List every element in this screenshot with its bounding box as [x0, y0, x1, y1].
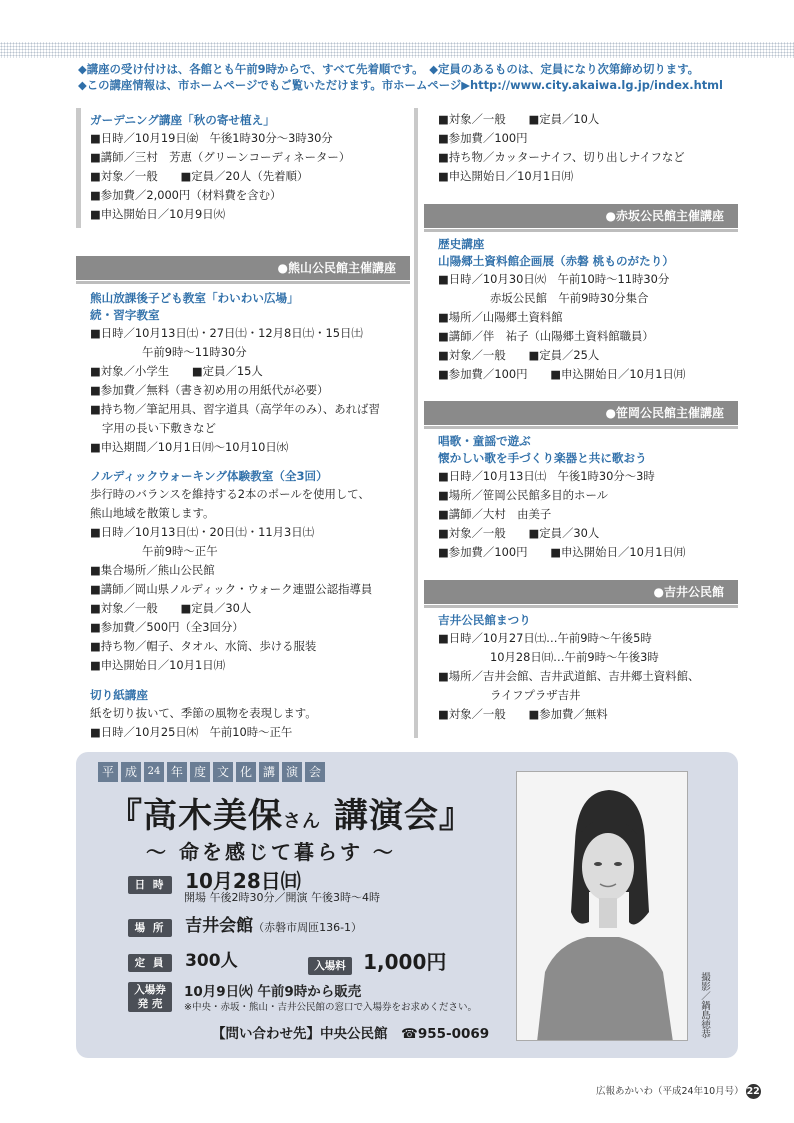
place-tag: 場 所 [128, 919, 172, 937]
info-line: ライフプラザ吉井 [490, 688, 581, 702]
info-line: ■申込開始日／10月1日㈪ [438, 169, 574, 183]
info-line: ■講師／岡山県ノルディック・ウォーク連盟公認指導員 [90, 582, 373, 596]
info-line: ■場所／笹岡公民館多目的ホール [438, 488, 609, 502]
header-char: 年 [167, 762, 187, 782]
info-line: ■日時／10月13日㈯ 午後1時30分～3時 [438, 469, 655, 483]
notices [78, 61, 748, 93]
info-line: 午前9時～正午 [142, 544, 218, 558]
header-char: 文 [213, 762, 233, 782]
info-line: ■日時／10月25日㈭ 午前10時～正午 [90, 725, 293, 739]
description: 熊山地域を散策します。 [90, 506, 215, 520]
info-line: ■持ち物／カッターナイフ、切り出しナイフなど [438, 150, 685, 164]
section-title: 歴史講座 [438, 237, 485, 251]
section-title: 熊山放課後子ども教室「わいわい広場」 [90, 291, 299, 305]
info-line: 午前9時～11時30分 [142, 345, 247, 359]
place-main: 吉井会館 [185, 916, 254, 936]
info-line: ■参加費／2,000円（材料費を含む） [90, 188, 282, 202]
section-title: 懐かしい歌を手づくり楽器と共に歌おう [438, 451, 647, 465]
photo-credit: 撮影／鍋島徳恭 [699, 972, 710, 1039]
section-title: 唱歌・童謡で遊ぶ [438, 434, 531, 448]
capacity-row [128, 946, 238, 972]
capacity-tag: 定 員 [128, 954, 172, 972]
info-line: 赤坂公民館 午前9時30分集合 [490, 291, 649, 305]
info-line: ■日時／10月19日㈮ 午後1時30分～3時30分 [90, 131, 333, 145]
date-sub: 開場 午後2時30分／開演 午後3時～4時 [184, 891, 380, 904]
info-line: ■場所／山陽郷土資料館 [438, 310, 563, 324]
capacity-main: 300人 [185, 951, 238, 971]
ticket-tag [128, 982, 172, 1012]
info-line: ■対象／一般 ■定員／30人 [90, 601, 252, 615]
page-number: 22 [746, 1086, 760, 1097]
header-char: 平 [98, 762, 118, 782]
section-title: 切り紙講座 [90, 688, 148, 702]
info-line: ■日時／10月13日㈯・27日㈯・12月8日㈯・15日㈯ [90, 326, 363, 340]
header-char: 化 [236, 762, 256, 782]
section-title: ノルディックウォーキング体験教室（全3回） [90, 469, 328, 483]
info-line: ■講師／三村 芳恵（グリーンコーディネーター） [90, 150, 351, 164]
song-section [438, 433, 738, 562]
ticket-note: ※中央・赤坂・熊山・吉井公民館の窓口で入場券をお求めください。 [184, 1002, 477, 1013]
description: 歩行時のバランスを維持する2本のポールを使用して、 [90, 487, 370, 501]
info-line: ■集合場所／熊山公民館 [90, 563, 215, 577]
lecture-title [108, 788, 474, 837]
right-column [438, 110, 738, 186]
info-line: ■講師／大村 由美子 [438, 507, 552, 521]
info-line: ■対象／一般 ■定員／25人 [438, 348, 600, 362]
info-line: ■申込開始日／10月9日㈫ [90, 207, 226, 221]
section-header-akasaka: ●赤坂公民館主催講座 [424, 204, 738, 228]
left-column [90, 112, 410, 224]
lecture-subtitle: ～ 命を感じて暮らす ～ [146, 840, 396, 864]
info-line: ■対象／一般 ■定員／30人 [438, 526, 600, 540]
header-char: 演 [282, 762, 302, 782]
kids-section [90, 290, 410, 457]
header-char: 度 [190, 762, 210, 782]
left-divider [76, 108, 81, 228]
history-section [438, 236, 738, 384]
notice-line: ◆この講座情報は、市ホームページでもご覧いただけます。市ホームページ▶http://www.city.akaiwa.lg.jp/index.html [78, 78, 723, 92]
fee-main: 1,000円 [363, 950, 447, 974]
info-line: ■申込期間／10月1日㈪～10月10日㈬ [90, 440, 289, 454]
info-line: ■持ち物／帽子、タオル、水筒、歩ける服装 [90, 639, 317, 653]
speaker-portrait-image [517, 772, 688, 1041]
info-line: ■対象／一般 ■定員／10人 [438, 112, 600, 126]
info-line: 字用の長い下敷きなど [102, 421, 216, 435]
ticket-tag-line1: 入場券 [134, 984, 166, 996]
info-line: ■対象／小学生 ■定員／15人 [90, 364, 263, 378]
section-header-sasaoka: ●笹岡公民館主催講座 [424, 401, 738, 425]
info-line: ■参加費／100円 ■申込開始日／10月1日㈪ [438, 545, 686, 559]
lecture-header [98, 762, 325, 782]
notice-line: ◆講座の受け付けは、各館とも午前9時からで、すべて先着順です。 ◆定員のあるものは、定員になり次第締め切ります。 [78, 62, 700, 76]
info-line: ■対象／一般 ■参加費／無料 [438, 707, 608, 721]
info-line: ■参加費／100円 ■申込開始日／10月1日㈪ [438, 367, 686, 381]
nordic-section [90, 468, 410, 675]
lecture-title-post: 講演会』 [321, 796, 474, 836]
section-title: 続・習字教室 [90, 308, 160, 322]
info-line: ■日時／10月30日㈫ 午前10時～11時30分 [438, 272, 670, 286]
lecture-announcement [76, 752, 738, 1058]
info-line: ■日時／10月13日㈯・20日㈯・11月3日㈯ [90, 525, 315, 539]
info-line: ■対象／一般 ■定員／20人（先着順） [90, 169, 309, 183]
place-sub: （赤磐市周匝136-1） [253, 921, 363, 934]
place-row [128, 911, 362, 937]
fee-row [308, 946, 446, 975]
info-line: ■日時／10月27日㈯…午前9時～午後5時 [438, 631, 652, 645]
ticket-tag-line2: 発 売 [137, 998, 163, 1010]
gardening-section [90, 112, 410, 224]
info-line: 10月28日㈰…午前9時～午後3時 [490, 650, 659, 664]
info-line: ■参加費／無料（書き初め用の用紙代が必要） [90, 383, 329, 397]
top-dotted-band [0, 42, 794, 58]
info-line: ■持ち物／筆記用具、習字道具（高学年のみ）、あれば習 [90, 402, 380, 416]
section-title: 山陽郷土資料館企画展（赤磐 桃ものがたり） [438, 254, 674, 268]
center-divider [414, 108, 418, 738]
info-line: ■場所／吉井会館、吉井武道館、吉井郷土資料館、 [438, 669, 700, 683]
festival-section [438, 612, 738, 724]
date-main: 10月28日㈰ [185, 869, 301, 893]
kirie-section [90, 687, 410, 742]
description: 紙を切り抜いて、季節の風物を表現します。 [90, 706, 317, 720]
section-title: 吉井公民館まつり [438, 613, 531, 627]
section-title: ガーデニング講座「秋の寄せ植え」 [90, 113, 275, 127]
section-header-kumayama: ●熊山公民館主催講座 [76, 256, 410, 280]
contact: 【問い合わせ先】中央公民館 ☎955-0069 [212, 1026, 490, 1042]
info-line: ■講師／伴 祐子（山陽郷土資料館職員） [438, 329, 654, 343]
header-char: 講 [259, 762, 279, 782]
footer-text: 広報あかいわ（平成24年10月号） [596, 1086, 744, 1097]
header-char: 成 [121, 762, 141, 782]
header-char: 24 [144, 762, 164, 782]
info-line: ■申込開始日／10月1日㈪ [90, 658, 226, 672]
speaker-photo [516, 771, 688, 1041]
left-column-lower [90, 290, 410, 742]
lecture-title-name: 『高木美保 [108, 796, 283, 836]
fee-tag: 入場料 [308, 957, 352, 975]
footer [596, 1083, 761, 1099]
info-line: ■参加費／100円 [438, 131, 528, 145]
header-char: 会 [305, 762, 325, 782]
ticket-tag-wrap [128, 982, 172, 1012]
info-line: ■参加費／500円（全3回分） [90, 620, 244, 634]
section-header-yoshii: ●吉井公民館 [424, 580, 738, 604]
date-tag: 日 時 [128, 876, 172, 894]
ticket-main: 10月9日㈫ 午前9時から販売 [184, 984, 362, 1000]
lecture-title-san: さん [283, 811, 321, 832]
